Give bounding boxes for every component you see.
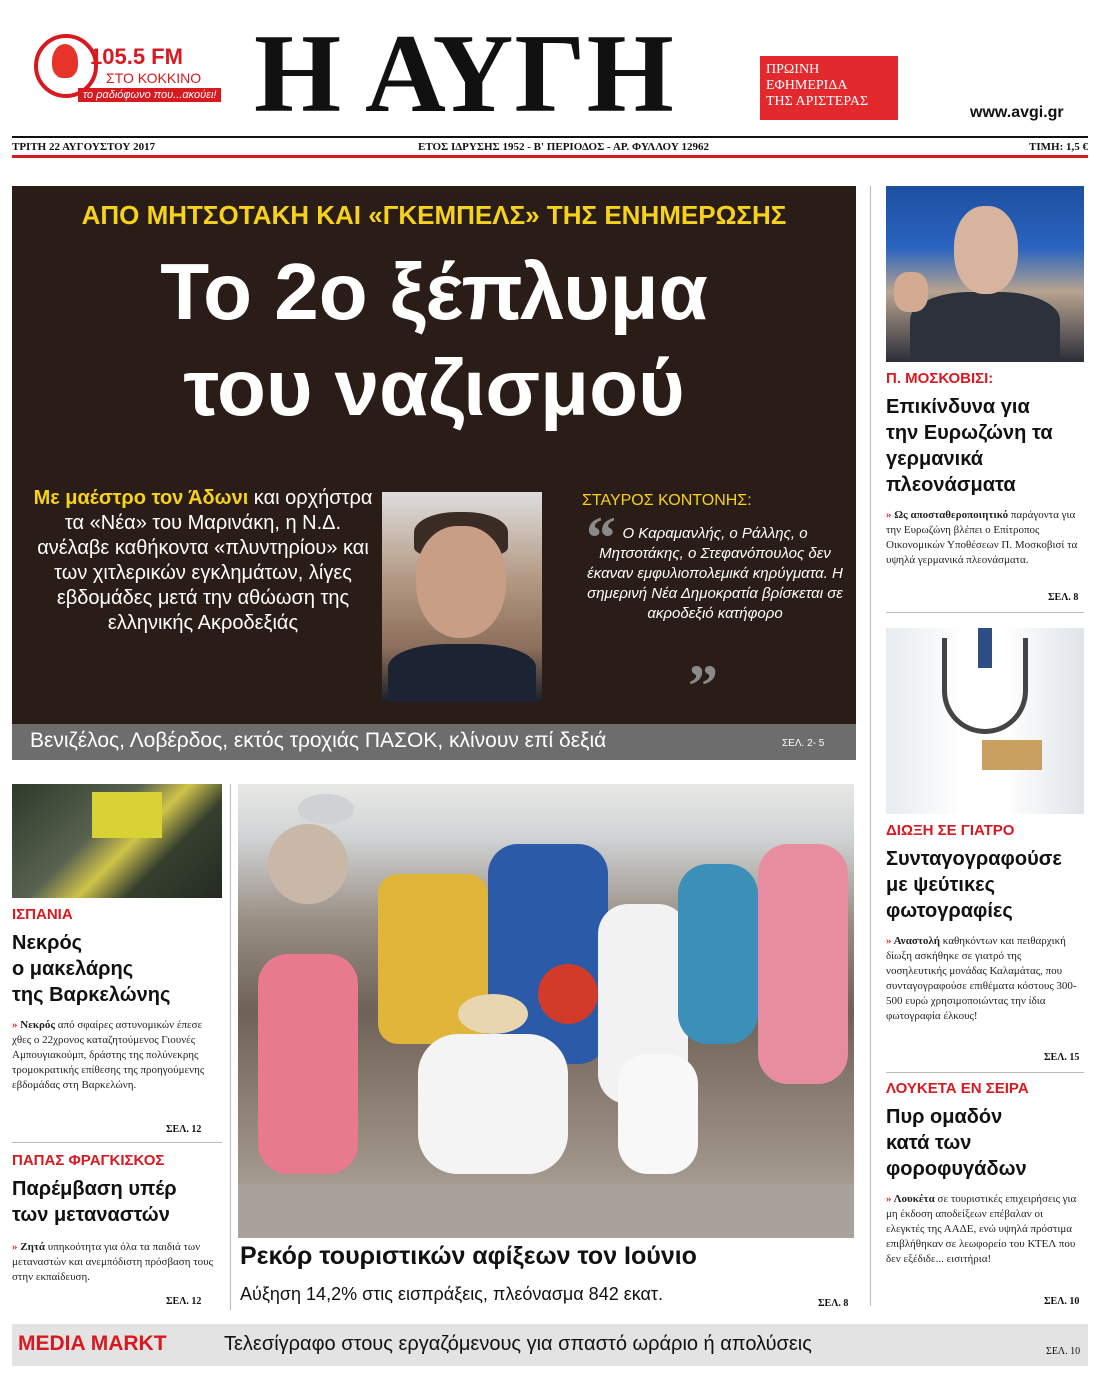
story-headline-line: την Ευρωζώνη τα <box>886 422 1053 444</box>
photo-figure <box>418 1034 568 1174</box>
lead-story[interactable] <box>12 186 856 724</box>
photo-story-subhead: Αύξηση 14,2% στις εισπράξεις, πλεόνασμα 842 εκατ. <box>240 1284 664 1304</box>
column-divider <box>230 784 231 1310</box>
photo-figure <box>758 844 848 1084</box>
story-headline-line: Συνταγογραφούσε <box>886 848 1062 870</box>
photo-hand <box>894 272 928 312</box>
story-body-rest: καθηκόντων και πειθαρχική δίωξη ασκήθηκε σε γιατρό της νοσηλευτικής μονάδας Καλαμάτας, που συνταγογραφούσε επιθέματα κόστους 300-500 ευρώ χρησιμοποιώντας την ίδια φωτογραφία έλκους! <box>886 935 1077 1022</box>
lead-headline <box>12 244 856 436</box>
story-headline-line: Νεκρός <box>12 932 83 954</box>
story-headline-line: με ψεύτικες <box>886 874 996 896</box>
story-body-rest: από σφαίρες αστυνομικών έπεσε χθες ο 22χρονος καταζητούμενος Γιουνές Αμπουγιακούμπ, δράστης της πολύνεκρης τρομοκρατικής επίθεσης της προηγούμενης εβδομάδας στη Βαρκελώνη. <box>12 1019 205 1091</box>
story-page-ref: ΣΕΛ. 10 <box>1044 1296 1080 1307</box>
story-headline-line: Επικίνδυνα για <box>886 396 1030 418</box>
tagline-line: ΠΡΩΙΝΗ <box>766 62 820 77</box>
quote-close-icon: ” <box>688 653 718 719</box>
story-body-rest: παράγοντα για την Ευρωζώνη βλέπει ο Επίτροπος Οικονομικών Υποθέσεων Π. Μοσκοβισί τα υψηλά γερμανικά πλεονάσματα. <box>886 509 1078 566</box>
arrow-icon: » <box>12 1019 21 1031</box>
story-headline-line: Παρέμβαση υπέρ <box>12 1178 177 1200</box>
bottom-page-ref: ΣΕΛ. 10 <box>1046 1346 1081 1357</box>
strip-headline: Βενιζέλος, Λοβέρδος, εκτός τροχιάς ΠΑΣΟΚ, κλίνουν επί δεξιά <box>30 729 607 752</box>
story-divider <box>886 1072 1084 1073</box>
story-page-ref: ΣΕΛ. 12 <box>166 1124 202 1135</box>
story-body <box>12 1240 222 1285</box>
story-category: Π. ΜΟΣΚΟΒΙΣΙ: <box>886 370 994 387</box>
lead-kicker: ΑΠΟ ΜΗΤΣΟΤΑΚΗ ΚΑΙ «ΓΚΕΜΠΕΛΣ» ΤΗΣ ΕΝΗΜΕΡΩΣΗΣ <box>81 200 787 230</box>
doctor-photo <box>886 628 1084 814</box>
website-link[interactable]: www.avgi.gr <box>970 104 1064 121</box>
lead-headline-line: Το 2ο ξέπλυμα <box>160 247 708 336</box>
story-page-ref: ΣΕΛ. 8 <box>1048 592 1079 603</box>
newspaper-title: Η ΑΥΓΗ <box>254 12 675 136</box>
story-headline-line: της Βαρκελώνης <box>12 984 171 1006</box>
bottom-headline-bar[interactable] <box>12 1324 1088 1366</box>
moscovici-photo <box>886 186 1084 362</box>
arrow-icon: » <box>886 509 895 521</box>
story-headline-line: Πυρ ομαδόν <box>886 1106 1003 1128</box>
story-body <box>886 934 1084 1024</box>
story-category: ΛΟΥΚΕΤΑ ΕΝ ΣΕΙΡΑ <box>886 1080 1029 1097</box>
arrow-icon: » <box>886 935 894 947</box>
story-headline-line: των μεταναστών <box>12 1204 170 1226</box>
issue-info: ΕΤΟΣ ΙΔΡΥΣΗΣ 1952 - Β' ΠΕΡΙΟΔΟΣ - ΑΡ. ΦΥΛΛΟΥ 12962 <box>418 141 710 153</box>
story-body <box>886 1192 1084 1267</box>
photo-story-page-ref: ΣΕΛ. 8 <box>818 1298 849 1309</box>
story-body <box>886 508 1084 568</box>
story-headline-line: πλεονάσματα <box>886 474 1016 496</box>
tagline-line: ΕΦΗΜΕΡΙΔΑ <box>766 78 848 93</box>
photo-story-headline[interactable]: Ρεκόρ τουριστικών αφίξεων τον Ιούνιο <box>240 1242 697 1270</box>
strip-page-ref: ΣΕΛ. 2- 5 <box>782 738 825 749</box>
photo-ground <box>238 1184 854 1238</box>
bottom-brand: MEDIA MARKT <box>18 1332 167 1355</box>
radio-logo <box>28 30 217 106</box>
tourist-crowd-photo <box>238 784 854 1238</box>
story-headline[interactable] <box>886 846 1086 924</box>
photo-figure <box>618 1054 698 1174</box>
story-page-ref: ΣΕΛ. 12 <box>166 1296 202 1307</box>
stethoscope-icon <box>942 638 1028 734</box>
story-divider <box>12 1142 222 1143</box>
photo-cap <box>538 964 598 1024</box>
story-headline[interactable] <box>886 1104 1086 1182</box>
story-headline[interactable] <box>12 930 222 1008</box>
photo-suit <box>910 292 1060 362</box>
story-divider <box>886 612 1084 613</box>
column-divider <box>870 186 871 1306</box>
tagline-box <box>760 56 898 120</box>
radio-slogan: το ραδιόφωνο που...ακούει! <box>78 88 221 102</box>
issue-price: ΤΙΜΗ: 1,5 € <box>1029 141 1088 153</box>
politician-portrait <box>382 492 542 702</box>
photo-face <box>954 206 1018 294</box>
story-body-rest: σε τουριστικές επιχειρήσεις για μη έκδοση αποδείξεων επέβαλαν οι ελεγκτές της ΑΑΔΕ, ενώ υψηλά πρόστιμα επιβλήθηκαν σε λεωφορείο του ΚΤΕΛ που δεν εξέδιδε... εισιτήρια! <box>886 1193 1077 1265</box>
story-category: ΠΑΠΑΣ ΦΡΑΓΚΙΣΚΟΣ <box>12 1152 165 1169</box>
portrait-face <box>416 526 506 638</box>
story-headline-line: γερμανικά <box>886 448 983 470</box>
radio-station: ΣΤΟ ΚΟΚΚΙΝΟ <box>106 70 202 86</box>
photo-cap <box>298 794 354 824</box>
lead-headline-line: του ναζισμού <box>183 343 685 432</box>
arrow-icon: » <box>12 1241 21 1253</box>
story-body-bold: Αναστολή <box>893 935 941 947</box>
lead-intro-rest: και ορχήστρα τα «Νέα» του Μαρινάκη, η Ν.Δ. ανέλαβε καθήκοντα «πλυντηρίου» και των χιτλερικών εγκλημάτων, λίγες εβδομάδες μετά την αθώωση της ελληνικής Ακροδεξιάς <box>37 487 373 634</box>
story-body <box>12 1018 222 1093</box>
quote-open-icon: “ <box>586 505 616 571</box>
barcelona-police-photo <box>12 784 222 898</box>
story-headline-line: φοροφυγάδων <box>886 1158 1027 1180</box>
photo-van <box>92 792 162 838</box>
banknotes-icon <box>982 740 1042 770</box>
lead-intro-bold: Με μαέστρο τον Άδωνι <box>33 487 249 509</box>
quote-text: Ο Καραμανλής, ο Ράλλης, ο Μητσοτάκης, ο Στεφανόπουλος δεν έκαναν εμφυλιοπολεμικά κηρύγματα. Η σημερινή Νέα Δημοκρατία βρίσκεται σε ακροδεξιό κατήφορο <box>587 525 843 622</box>
issue-date: ΤΡΙΤΗ 22 ΑΥΓΟΥΣΤΟΥ 2017 <box>12 141 156 153</box>
story-headline-line: φωτογραφίες <box>886 900 1013 922</box>
photo-figure <box>678 864 758 1044</box>
portrait-suit <box>388 644 536 702</box>
quote-author: ΣΤΑΥΡΟΣ ΚΟΝΤΟΝΗΣ: <box>582 492 752 509</box>
photo-figure <box>268 824 348 904</box>
story-category: ΔΙΩΞΗ ΣΕ ΓΙΑΤΡΟ <box>886 822 1015 839</box>
story-body-bold: Λουκέτα <box>893 1193 935 1205</box>
story-headline[interactable] <box>12 1176 222 1228</box>
lead-intro <box>32 486 374 636</box>
arrow-icon: » <box>886 1193 894 1205</box>
story-category: ΙΣΠΑΝΙΑ <box>12 906 73 923</box>
story-body-bold: Ζητά <box>20 1241 46 1253</box>
lightbulb-icon <box>52 44 78 78</box>
story-headline-line: κατά των <box>886 1132 972 1154</box>
story-body-bold: Ως αποσταθεροποιητικό <box>894 509 1009 521</box>
radio-frequency: 105.5 FM <box>90 44 183 69</box>
photo-figure <box>258 954 358 1174</box>
story-body-bold: Νεκρός <box>20 1019 56 1031</box>
bottom-headline: Τελεσίγραφο στους εργαζόμενους για σπαστό ωράριο ή απολύσεις <box>224 1333 812 1355</box>
story-body-rest: υπηκοότητα για όλα τα παιδιά των μεταναστών και ανεμπόδιστη πρόσβαση τους στην εκπαίδευση. <box>12 1241 213 1283</box>
secondary-headline-strip[interactable] <box>12 724 856 760</box>
story-headline-line: ο μακελάρης <box>12 958 134 980</box>
tagline-line: ΤΗΣ ΑΡΙΣΤΕΡΑΣ <box>766 94 869 109</box>
story-headline[interactable] <box>886 394 1086 498</box>
photo-hat <box>458 994 528 1034</box>
dateline <box>12 136 1088 158</box>
story-page-ref: ΣΕΛ. 15 <box>1044 1052 1080 1063</box>
